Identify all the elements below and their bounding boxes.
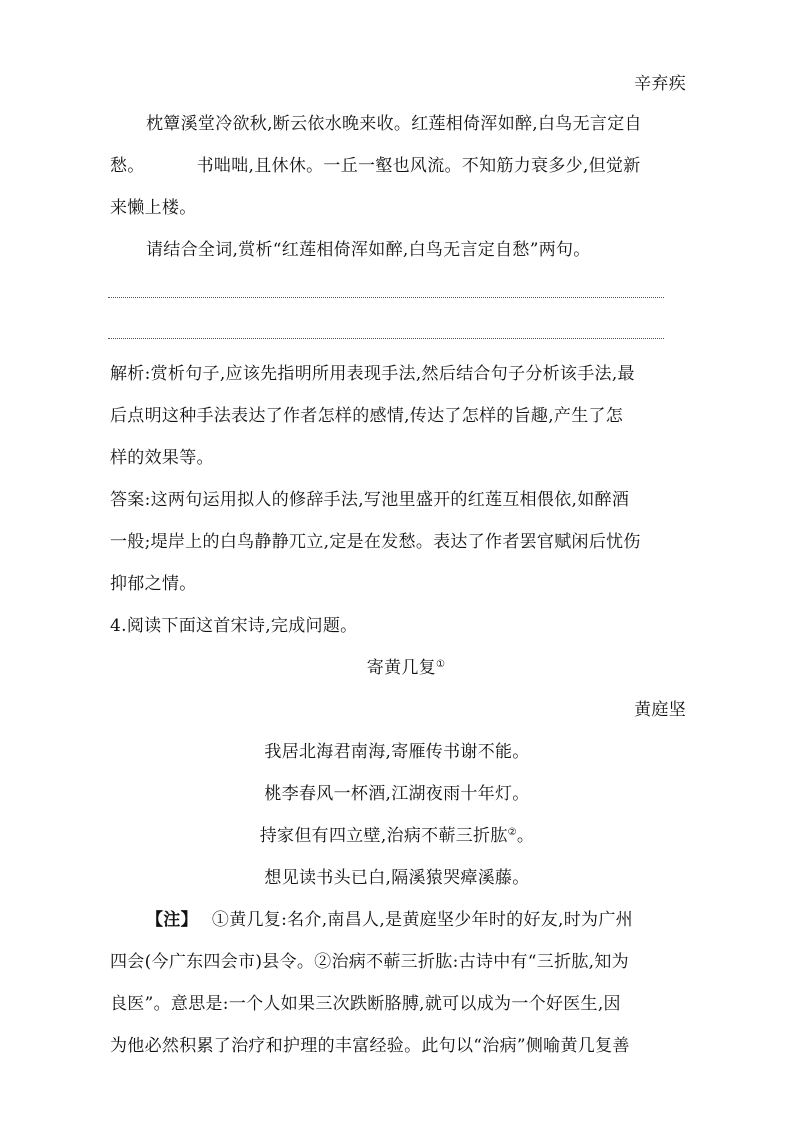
question-4-prompt: 4.阅读下面这首宋诗,完成问题。 (110, 616, 358, 636)
verse-4: 想见读书头已白,隔溪猿哭瘴溪藤。 (264, 868, 530, 888)
notes-line-2: 四会(今广东四会市)县令。②治病不蕲三折肱:古诗中有“三折肱,知为 (110, 952, 629, 972)
question-text: 请结合全词,赏析“红莲相倚浑如醉,白鸟无言定自愁”两句。 (146, 240, 591, 260)
analysis-line-1: 解析:赏析句子,应该先指明所用表现手法,然后结合句子分析该手法,最 (110, 364, 635, 384)
poem-title-note-mark: ① (435, 659, 446, 670)
poem-title (0, 656, 794, 680)
notes-line-1-text: ①黄几复:名介,南昌人,是黄庭坚少年时的好友,时为广州 (211, 910, 633, 930)
poem-line-1: 枕簟溪堂冷欲秋,断云依水晚来收。红莲相倚浑如醉,白鸟无言定自 (146, 114, 642, 134)
answer-text-line-2: 一般;堤岸上的白鸟静静兀立,定是在发愁。表达了作者罢官赋闲后忧伤 (110, 532, 641, 552)
verse-3-end: 。 (516, 826, 535, 846)
poem-2-author: 黄庭坚 (634, 700, 686, 720)
notes-line-1 (146, 908, 633, 932)
poem-author: 辛弃疾 (634, 74, 686, 94)
poem-line-2-end: 书咄咄,且休休。一丘一壑也风流。不知筋力衰多少,但觉新 (196, 156, 641, 176)
poem-line-3: 来懒上楼。 (110, 198, 197, 218)
answer-line-1[interactable] (108, 297, 664, 298)
verse-2: 桃李春风一杯酒,江湖夜雨十年灯。 (264, 784, 530, 804)
notes-label: 【注】 (146, 910, 198, 930)
verse-3-text: 持家但有四立壁,治病不蕲三折肱 (259, 826, 508, 846)
verse-3-note-mark: ② (507, 827, 517, 838)
poem-line-2-start: 愁。 (110, 156, 145, 176)
analysis-line-3: 样的效果等。 (110, 448, 214, 468)
answer-text-line-3: 抑郁之情。 (110, 574, 197, 594)
poem-line-2 (110, 154, 641, 178)
answer-line-2[interactable] (108, 338, 664, 339)
notes-line-4: 为他必然积累了治疗和护理的丰富经验。此句以“治病”侧喻黄几复善 (110, 1036, 630, 1056)
poem-title-text: 寄黄几复 (366, 658, 436, 678)
answer-text-line-1: 答案:这两句运用拟人的修辞手法,写池里盛开的红莲互相偎依,如醉酒 (110, 490, 630, 510)
verse-3 (0, 824, 794, 848)
verse-1: 我居北海君南海,寄雁传书谢不能。 (264, 742, 530, 762)
notes-line-3: 良医”。意思是:一个人如果三次跌断胳膊,就可以成为一个好医生,因 (110, 994, 621, 1014)
analysis-line-2: 后点明这种手法表达了作者怎样的感情,传达了怎样的旨趣,产生了怎 (110, 406, 624, 426)
